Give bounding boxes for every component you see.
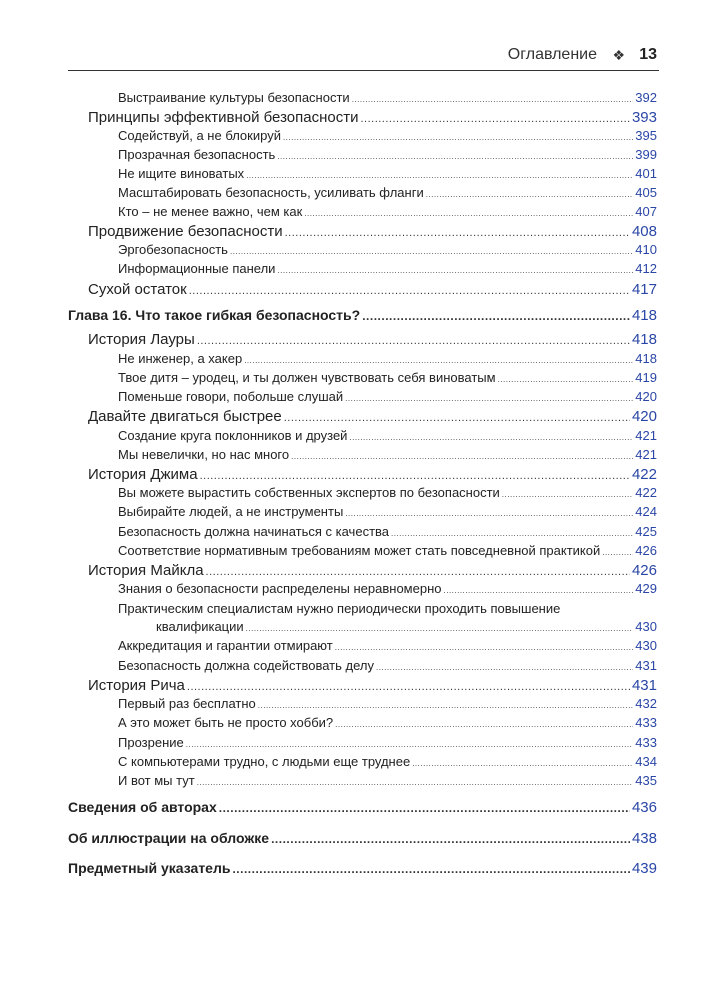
toc-entry[interactable]: [118, 351, 657, 366]
toc-entry-title: Содействуй, а не блокируй: [118, 128, 281, 143]
toc-entry[interactable]: [118, 166, 657, 181]
toc-leader: [186, 740, 634, 749]
toc-leader: [230, 247, 633, 256]
toc-entry-page: 399: [635, 147, 657, 162]
toc-entry-title: История Майкла: [88, 562, 204, 579]
toc-leader: [284, 412, 630, 424]
toc-leader: [197, 778, 634, 787]
running-header: [68, 46, 659, 71]
toc-entry[interactable]: [118, 90, 657, 105]
toc-leader: [352, 95, 634, 104]
toc-entry-title-line1: Практическим специалистам нужно периодически проходить повышение: [118, 601, 561, 616]
toc-entry[interactable]: [118, 715, 657, 730]
toc-entry-title: Мы невелички, но нас много: [118, 447, 290, 462]
toc-leader: [602, 548, 633, 557]
toc-entry-title: История Джима: [88, 466, 198, 483]
toc-entry-page: 433: [635, 715, 657, 730]
toc-entry[interactable]: [118, 370, 657, 385]
toc-leader: [335, 643, 634, 652]
toc-entry-title: Безопасность должна содействовать делу: [118, 658, 374, 673]
toc-entry[interactable]: [118, 773, 657, 788]
toc-leader: [197, 335, 630, 347]
toc-chapter[interactable]: [68, 860, 657, 877]
toc-entry-page: 431: [635, 658, 657, 673]
toc-entry-page: 426: [635, 543, 657, 558]
toc-entry-page: 432: [635, 696, 657, 711]
toc-chapter-title: Глава 16. Что такое гибкая безопасность?: [68, 307, 361, 323]
toc-entry[interactable]: [88, 408, 657, 425]
toc-entry[interactable]: [118, 524, 657, 539]
toc-entry-title: И вот мы тут: [118, 773, 195, 788]
toc-entry-title: С компьютерами трудно, с людьми еще труднее: [118, 754, 411, 769]
toc-leader: [244, 356, 633, 365]
toc-leader: [283, 133, 633, 142]
toc-entry-page: 421: [635, 447, 657, 462]
toc-entry-title: Масштабировать безопасность, усиливать фланги: [118, 185, 424, 200]
toc-leader: [345, 509, 633, 518]
toc-leader: [291, 452, 633, 461]
toc-entry-title: Выбирайте людей, а не инструменты: [118, 504, 344, 519]
toc-entry-page: 439: [631, 860, 657, 877]
toc-entry[interactable]: [118, 735, 657, 750]
fleuron-icon: ❖: [612, 47, 625, 63]
toc-entry-title: Создание круга поклонников и друзей: [118, 428, 348, 443]
toc-entry-page: 418: [635, 351, 657, 366]
toc-entry-page: 422: [631, 466, 657, 483]
toc-leader: [345, 394, 633, 403]
toc-entry-page: 422: [635, 485, 657, 500]
toc-entry-page: 438: [631, 830, 657, 847]
toc-entry-page: 430: [635, 638, 657, 653]
toc-chapter[interactable]: [68, 799, 657, 816]
toc-leader: [502, 490, 634, 499]
toc-entry[interactable]: [118, 658, 657, 673]
toc-leader: [376, 663, 633, 672]
toc-entry[interactable]: [118, 147, 657, 162]
toc-entry[interactable]: [156, 619, 657, 634]
toc-entry-title: Давайте двигаться быстрее: [88, 408, 282, 425]
toc-entry-page: 420: [635, 389, 657, 404]
toc-entry-page: 412: [635, 261, 657, 276]
toc-leader: [277, 152, 633, 161]
toc-entry-title: Эргобезопасность: [118, 242, 228, 257]
toc-entry-title: Выстраивание культуры безопасности: [118, 90, 350, 105]
toc-entry-title: Знания о безопасности распределены неравномерно: [118, 581, 442, 596]
page-number: 13: [639, 46, 657, 63]
toc-leader: [349, 433, 633, 442]
toc-leader: [444, 586, 634, 595]
toc-leader: [189, 285, 630, 297]
toc-entry-page: 405: [635, 185, 657, 200]
toc-entry-page: 393: [631, 109, 657, 126]
toc-entry[interactable]: [118, 581, 657, 596]
toc-leader: [304, 209, 633, 218]
toc-entry-title: Аккредитация и гарантии отмирают: [118, 638, 333, 653]
toc-leader: [246, 171, 633, 180]
toc-entry-title: Информационные панели: [118, 261, 276, 276]
toc-entry[interactable]: [118, 447, 657, 462]
toc-entry-page: 401: [635, 166, 657, 181]
toc-entry[interactable]: [88, 109, 657, 126]
toc-entry-title: Первый раз бесплатно: [118, 696, 256, 711]
toc-entry[interactable]: [118, 543, 657, 558]
toc-leader: [219, 801, 630, 815]
toc-entry-page: 433: [635, 735, 657, 750]
toc-leader: [232, 862, 630, 876]
toc-entry-title: Соответствие нормативным требованиям может стать повседневной практикой: [118, 543, 601, 558]
toc-entry-title: Не инженер, а хакер: [118, 351, 243, 366]
toc-leader: [258, 701, 634, 710]
toc-leader: [187, 681, 630, 693]
toc-entry-title-continued: квалификации: [156, 619, 244, 634]
toc-entry[interactable]: [118, 485, 657, 500]
toc-chapter[interactable]: [68, 830, 657, 847]
toc-leader: [271, 832, 630, 846]
toc-entry[interactable]: [118, 754, 657, 769]
toc-entry[interactable]: [118, 428, 657, 443]
toc-entry-title: Прозрение: [118, 735, 184, 750]
toc-entry[interactable]: [118, 261, 657, 276]
toc-entry-page: 421: [635, 428, 657, 443]
toc-entry[interactable]: [88, 331, 657, 348]
toc-entry-page: 418: [631, 331, 657, 348]
toc-leader: [246, 624, 634, 633]
toc-entry-page: 429: [635, 581, 657, 596]
toc-entry-page: 417: [631, 281, 657, 298]
toc-entry[interactable]: [118, 242, 657, 257]
toc-leader: [391, 529, 633, 538]
toc-entry-page: 426: [631, 562, 657, 579]
toc-leader: [277, 266, 633, 275]
toc-leader: [426, 190, 634, 199]
toc-entry-page: 392: [635, 90, 657, 105]
toc-entry[interactable]: [118, 504, 657, 519]
toc-entry-page: 418: [631, 307, 657, 324]
toc-entry[interactable]: [88, 562, 657, 579]
toc-entry[interactable]: [88, 281, 657, 298]
toc-entry-page: 410: [635, 242, 657, 257]
toc-entry-page: 435: [635, 773, 657, 788]
toc-entry-page: 407: [635, 204, 657, 219]
toc-entry-page: 408: [631, 223, 657, 240]
toc-entry-page: 425: [635, 524, 657, 539]
toc-leader: [498, 375, 634, 384]
toc-entry-page: 434: [635, 754, 657, 769]
toc-entry[interactable]: [118, 696, 657, 711]
toc-entry-title: Прозрачная безопасность: [118, 147, 276, 162]
toc-entry-title: История Рича: [88, 677, 185, 694]
toc-entry[interactable]: [118, 389, 657, 404]
toc-entry[interactable]: [88, 466, 657, 483]
toc-leader: [206, 566, 630, 578]
toc-leader: [412, 759, 633, 768]
toc-entry-page: 431: [631, 677, 657, 694]
toc-entry-page: 424: [635, 504, 657, 519]
toc-entry[interactable]: [118, 128, 657, 143]
toc-entry[interactable]: [118, 185, 657, 200]
toc-entry-title: Продвижение безопасности: [88, 223, 283, 240]
toc-entry-page: 430: [635, 619, 657, 634]
toc-entry-title: Поменьше говори, побольше слушай: [118, 389, 344, 404]
toc-leader: [285, 227, 630, 239]
toc-entry-title: История Лауры: [88, 331, 195, 348]
toc-leader: [335, 720, 633, 729]
toc-chapter-title: Предметный указатель: [68, 860, 231, 876]
toc-entry-title: Принципы эффективной безопасности: [88, 109, 359, 126]
toc-entry-page: 395: [635, 128, 657, 143]
toc-entry-title: Сухой остаток: [88, 281, 187, 298]
header-title: Оглавление: [507, 46, 597, 63]
toc-entry-title: Не ищите виноватых: [118, 166, 245, 181]
toc-chapter[interactable]: [68, 307, 657, 324]
toc-entry[interactable]: [118, 204, 657, 219]
toc-entry[interactable]: [88, 677, 657, 694]
toc-chapter-title: Об иллюстрации на обложке: [68, 830, 270, 846]
toc-leader: [360, 113, 630, 125]
toc-entry-page: 436: [631, 799, 657, 816]
toc-entry-title: Безопасность должна начинаться с качества: [118, 524, 390, 539]
toc-chapter-title: Сведения об авторах: [68, 799, 217, 815]
toc-entry-title: А это может быть не просто хобби?: [118, 715, 334, 730]
toc-entry[interactable]: [118, 638, 657, 653]
toc-entry-title: Кто – не менее важно, чем как: [118, 204, 303, 219]
toc-entry-title: Вы можете вырастить собственных экспертов по безопасности: [118, 485, 500, 500]
toc-leader: [200, 470, 630, 482]
toc-entry-page: 420: [631, 408, 657, 425]
toc-entry[interactable]: [88, 223, 657, 240]
toc-entry-page: 419: [635, 370, 657, 385]
toc-entry-title: Твое дитя – уродец, и ты должен чувствовать себя виноватым: [118, 370, 496, 385]
toc-leader: [362, 309, 630, 323]
